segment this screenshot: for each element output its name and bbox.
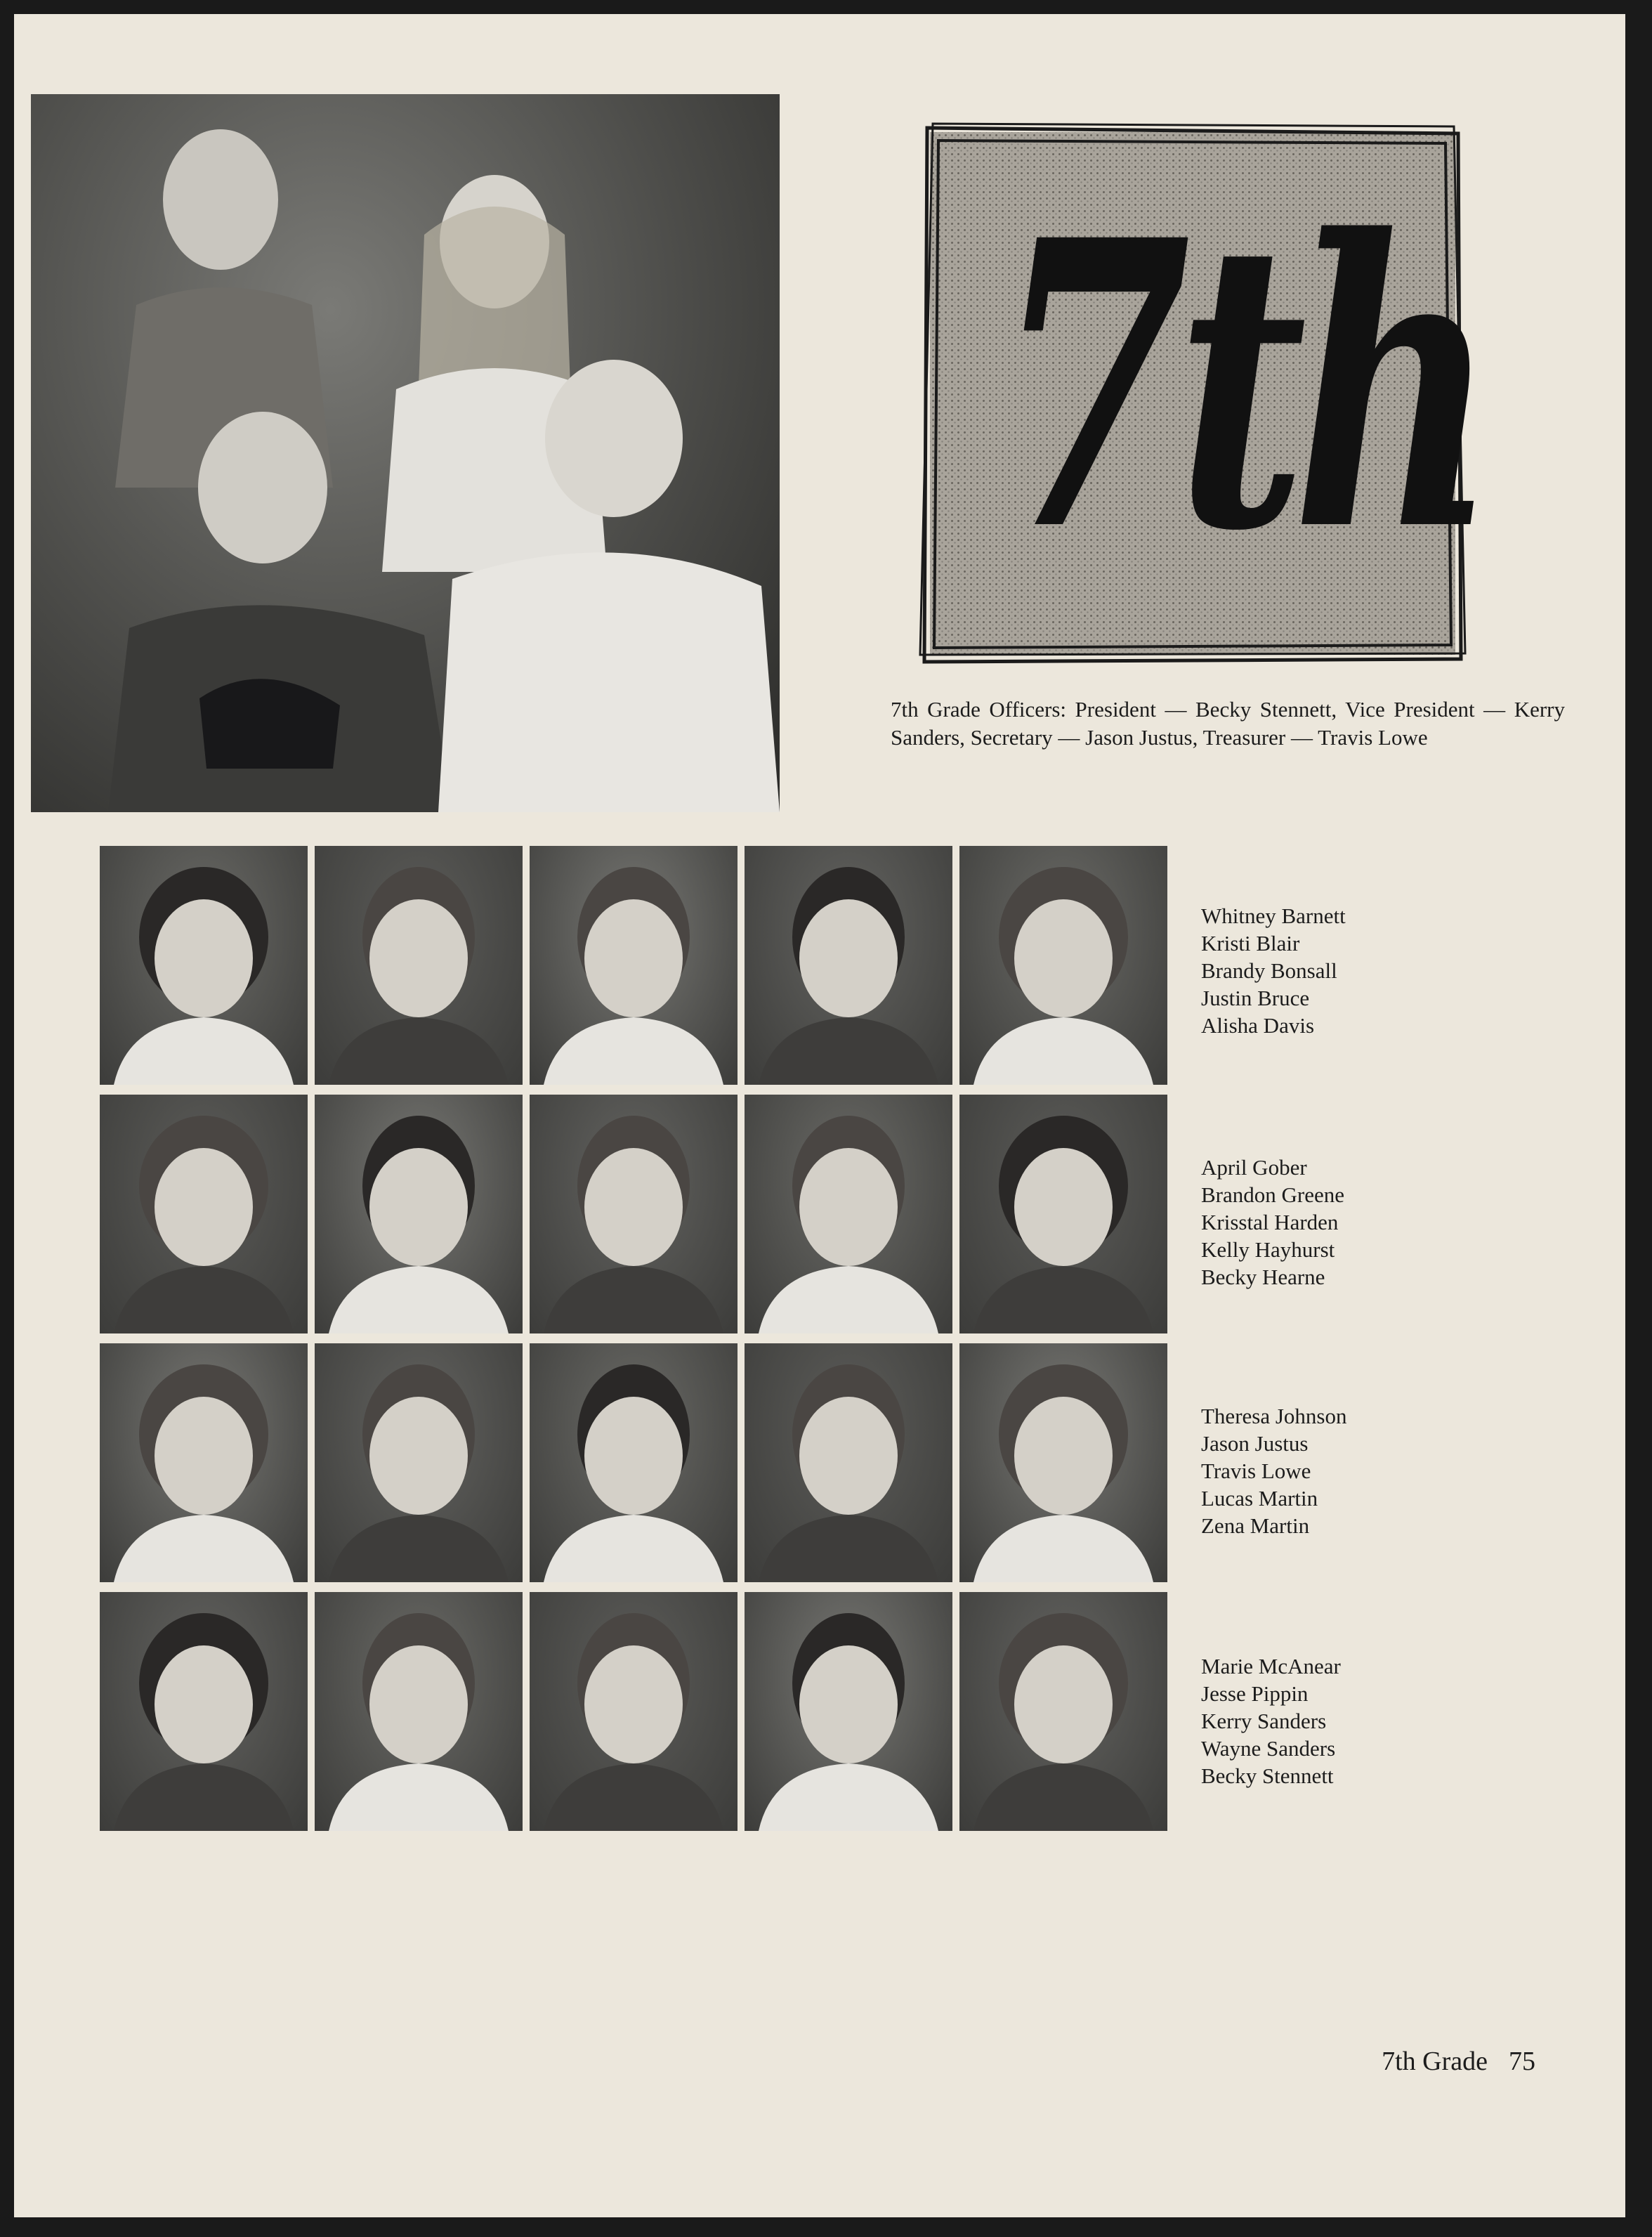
portrait-photo [745, 846, 952, 1085]
portrait-photo [100, 1592, 308, 1831]
student-name: Lucas Martin [1201, 1486, 1318, 1511]
student-name: Wayne Sanders [1201, 1736, 1336, 1761]
portrait-photo [100, 846, 308, 1085]
student-name: Justin Bruce [1201, 986, 1310, 1010]
student-name: Kerry Sanders [1201, 1709, 1327, 1733]
portrait-photo [315, 1343, 523, 1582]
student-name: Jesse Pippin [1201, 1681, 1309, 1706]
student-name: Kristi Blair [1201, 931, 1300, 956]
portrait-photo [530, 846, 738, 1085]
officers-group-photo [31, 94, 780, 812]
portrait-photo [530, 1343, 738, 1582]
student-name: Brandon Greene [1201, 1182, 1344, 1207]
page-number: 75 [1509, 2047, 1535, 2076]
portrait-photo [959, 1095, 1167, 1333]
portrait-photo [745, 1343, 952, 1582]
yearbook-page [14, 14, 1625, 2217]
student-name: April Gober [1201, 1155, 1307, 1180]
portrait-photo [959, 1343, 1167, 1582]
student-name: Alisha Davis [1201, 1013, 1315, 1038]
portrait-photo [745, 1592, 952, 1831]
student-name: Krisstal Harden [1201, 1210, 1339, 1234]
name-list-row-4 [1201, 1652, 1341, 1789]
portrait-photo [959, 1592, 1167, 1831]
student-name: Kelly Hayhurst [1201, 1237, 1335, 1262]
student-name: Becky Hearne [1201, 1265, 1325, 1289]
portrait-photo [530, 1592, 738, 1831]
name-list-row-3 [1201, 1402, 1346, 1539]
portrait-photo [745, 1095, 952, 1333]
grade-title-text: 7th [994, 155, 1483, 618]
student-name: Zena Martin [1201, 1513, 1310, 1538]
section-label: 7th Grade [1382, 2047, 1488, 2076]
student-name: Brandy Bonsall [1201, 958, 1337, 983]
student-name: Travis Lowe [1201, 1459, 1311, 1483]
student-name: Theresa Johnson [1201, 1404, 1347, 1428]
student-name: Becky Stennett [1201, 1763, 1334, 1788]
portrait-photo [100, 1343, 308, 1582]
portrait-photo [315, 846, 523, 1085]
page-footer [1382, 2046, 1535, 2077]
portrait-photo [959, 846, 1167, 1085]
portrait-photo [315, 1095, 523, 1333]
student-name: Marie McAnear [1201, 1654, 1341, 1678]
portrait-photo [100, 1095, 308, 1333]
student-name: Jason Justus [1201, 1431, 1309, 1456]
portrait-photo [315, 1592, 523, 1831]
portrait-photo [530, 1095, 738, 1333]
name-list-row-1 [1201, 902, 1346, 1039]
student-name: Whitney Barnett [1201, 904, 1346, 928]
grade-title-graphic [917, 119, 1483, 667]
officers-caption: 7th Grade Officers: President — Becky Stennett, Vice President — Kerry Sanders, Secretary — Jason Justus, Treasurer — Travis Lowe [891, 697, 1565, 750]
name-list-row-2 [1201, 1154, 1344, 1291]
